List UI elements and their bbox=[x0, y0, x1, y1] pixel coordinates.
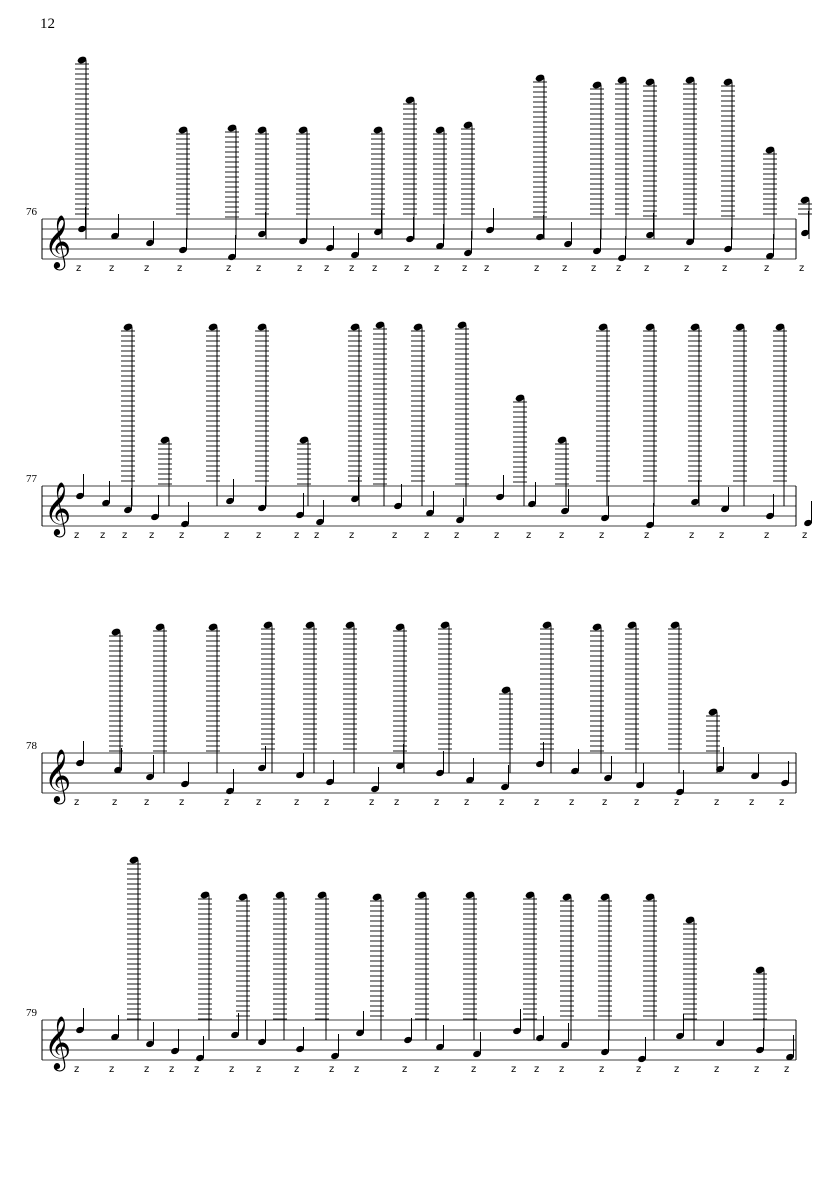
rest: z bbox=[169, 1064, 175, 1075]
rest: z bbox=[779, 797, 785, 808]
rest: z bbox=[394, 797, 400, 808]
measure-number: 79 bbox=[26, 1007, 37, 1019]
rest: z bbox=[462, 263, 468, 274]
rest: z bbox=[100, 530, 106, 541]
rest: z bbox=[369, 797, 375, 808]
rest: z bbox=[534, 1064, 540, 1075]
measure-number: 77 bbox=[26, 473, 37, 485]
rest: z bbox=[74, 1064, 80, 1075]
rest: z bbox=[392, 530, 398, 541]
rest: z bbox=[224, 797, 230, 808]
rest: z bbox=[559, 1064, 565, 1075]
rest: z bbox=[599, 530, 605, 541]
rest: z bbox=[591, 263, 597, 274]
rest: z bbox=[484, 263, 490, 274]
rest: z bbox=[616, 263, 622, 274]
rest: z bbox=[722, 263, 728, 274]
measure-number: 76 bbox=[26, 206, 37, 218]
rest: z bbox=[144, 1064, 150, 1075]
rest: z bbox=[256, 530, 262, 541]
rest: z bbox=[511, 1064, 517, 1075]
treble-clef-icon: 𝄞 bbox=[44, 748, 72, 802]
rest: z bbox=[179, 797, 185, 808]
rest: z bbox=[454, 530, 460, 541]
rest: z bbox=[644, 530, 650, 541]
rest: z bbox=[784, 1064, 790, 1075]
rest: z bbox=[754, 1064, 760, 1075]
rest: z bbox=[256, 263, 262, 274]
treble-clef-icon: 𝄞 bbox=[44, 1015, 72, 1069]
rest: z bbox=[229, 1064, 235, 1075]
rest: z bbox=[74, 797, 80, 808]
rest: z bbox=[684, 263, 690, 274]
rest: z bbox=[569, 797, 575, 808]
rest: z bbox=[534, 797, 540, 808]
rest: z bbox=[534, 263, 540, 274]
rest: z bbox=[324, 797, 330, 808]
rest: z bbox=[349, 263, 355, 274]
rest: z bbox=[644, 263, 650, 274]
rest: z bbox=[434, 797, 440, 808]
rest: z bbox=[719, 530, 725, 541]
rest: z bbox=[76, 263, 82, 274]
rest: z bbox=[802, 530, 808, 541]
rest: z bbox=[799, 263, 805, 274]
rest: z bbox=[714, 797, 720, 808]
rest: z bbox=[404, 263, 410, 274]
rest: z bbox=[226, 263, 232, 274]
rest: z bbox=[464, 797, 470, 808]
rest: z bbox=[324, 263, 330, 274]
rest: z bbox=[526, 530, 532, 541]
rest: z bbox=[434, 1064, 440, 1075]
treble-clef-icon: 𝄞 bbox=[44, 214, 72, 268]
rest: z bbox=[499, 797, 505, 808]
rest: z bbox=[144, 263, 150, 274]
rest: z bbox=[294, 1064, 300, 1075]
rest: z bbox=[434, 263, 440, 274]
rest: z bbox=[471, 1064, 477, 1075]
rest: z bbox=[179, 530, 185, 541]
rest: z bbox=[297, 263, 303, 274]
rest: z bbox=[177, 263, 183, 274]
rest: z bbox=[689, 530, 695, 541]
rest: z bbox=[294, 530, 300, 541]
rest: z bbox=[714, 1064, 720, 1075]
rest: z bbox=[372, 263, 378, 274]
rest: z bbox=[674, 797, 680, 808]
rest: z bbox=[256, 797, 262, 808]
rest: z bbox=[602, 797, 608, 808]
rest: z bbox=[749, 797, 755, 808]
rest: z bbox=[354, 1064, 360, 1075]
rest: z bbox=[764, 530, 770, 541]
rest: z bbox=[194, 1064, 200, 1075]
rest: z bbox=[559, 530, 565, 541]
rest: z bbox=[122, 530, 128, 541]
rest: z bbox=[112, 797, 118, 808]
rest: z bbox=[636, 1064, 642, 1075]
rest: z bbox=[256, 1064, 262, 1075]
rest: z bbox=[144, 797, 150, 808]
rest: z bbox=[109, 1064, 115, 1075]
rest: z bbox=[149, 530, 155, 541]
rest: z bbox=[349, 530, 355, 541]
treble-clef-icon: 𝄞 bbox=[44, 481, 72, 535]
rest: z bbox=[634, 797, 640, 808]
rest: z bbox=[494, 530, 500, 541]
measure-number: 78 bbox=[26, 740, 37, 752]
rest: z bbox=[764, 263, 770, 274]
rest: z bbox=[402, 1064, 408, 1075]
rest: z bbox=[599, 1064, 605, 1075]
rest: z bbox=[329, 1064, 335, 1075]
rest: z bbox=[314, 530, 320, 541]
rest: z bbox=[562, 263, 568, 274]
rest: z bbox=[224, 530, 230, 541]
rest: z bbox=[294, 797, 300, 808]
rest: z bbox=[74, 530, 80, 541]
rest: z bbox=[424, 530, 430, 541]
rest: z bbox=[109, 263, 115, 274]
rest: z bbox=[674, 1064, 680, 1075]
page-number: 12 bbox=[40, 16, 55, 32]
